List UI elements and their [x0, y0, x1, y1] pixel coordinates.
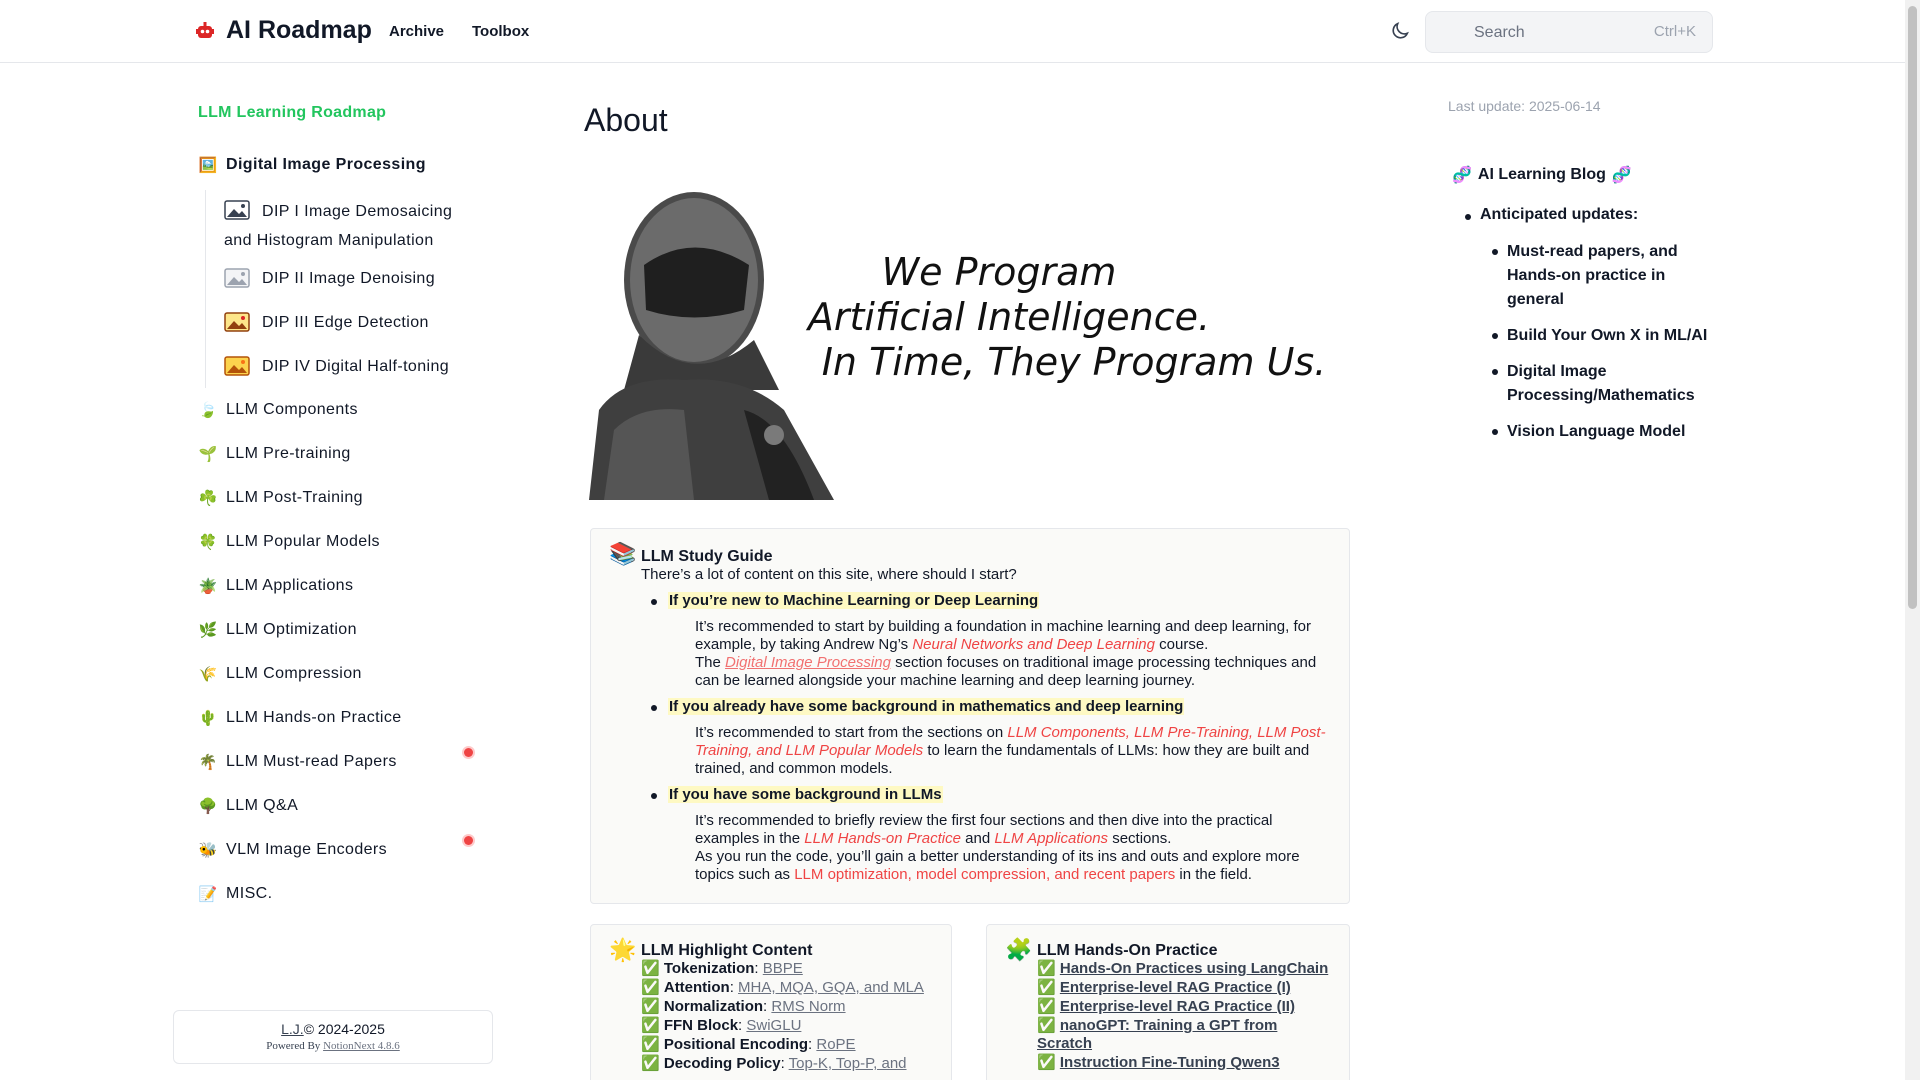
sidebar-item-label: VLM Image Encoders [226, 841, 388, 858]
page-title: About [584, 102, 668, 138]
applications-link[interactable]: LLM Applications [994, 830, 1109, 847]
search-box[interactable] [1425, 11, 1713, 53]
sidebar-subitem-dip-1[interactable] [224, 196, 474, 255]
sidebar-item-llm-optimization[interactable] [198, 621, 357, 639]
sidebar-item-label: Digital Image Processing [226, 156, 426, 173]
shamrock-icon: ☘️ [198, 490, 218, 507]
practice-link[interactable]: Hands-On Practices using LangChain [1059, 960, 1329, 977]
study-guide-title: LLM Study Guide [641, 548, 773, 565]
image-icon [224, 356, 250, 376]
topic-link[interactable]: RMS Norm [771, 998, 846, 1015]
sidebar-item-label: LLM Hands-on Practice [226, 709, 402, 726]
sidebar-item-llm-compression[interactable] [198, 665, 362, 683]
image-icon [224, 200, 250, 220]
star-icon: 🌟 [609, 937, 637, 962]
clover-icon: 🍀 [198, 534, 218, 551]
sidebar-subitem-dip-4[interactable] [224, 352, 449, 381]
sidebar-item-label: LLM Optimization [226, 621, 357, 638]
image-icon [224, 268, 250, 288]
new-badge-dot [464, 748, 473, 757]
sidebar-item-llm-papers[interactable] [198, 753, 397, 771]
check-icon: ✅ [641, 1036, 660, 1053]
handson-callout [986, 924, 1350, 1080]
check-icon: ✅ [1037, 960, 1056, 977]
moon-icon[interactable] [1389, 20, 1411, 42]
topic-link[interactable]: MHA, MQA, GQA, and MLA [738, 979, 924, 996]
search-shortcut: Ctrl+K [1653, 23, 1696, 40]
check-icon: ✅ [641, 960, 660, 977]
toc-subitem[interactable]: Digital Image Processing/Mathematics [1507, 360, 1717, 408]
toc-title[interactable] [1452, 165, 1632, 185]
tree-icon: 🌳 [198, 798, 218, 815]
check-icon: ✅ [641, 979, 660, 996]
sidebar-item-llm-components[interactable] [198, 401, 358, 419]
topics-link[interactable]: LLM optimization, model compression, and recent papers [794, 866, 1176, 883]
study-guide-callout [590, 528, 1350, 904]
sidebar-item-label: LLM Compression [226, 665, 362, 682]
sidebar-item-label: LLM Q&A [226, 797, 299, 814]
puzzle-icon: 🧩 [1005, 937, 1033, 962]
highlight-title: LLM Highlight Content [641, 942, 813, 959]
sidebar-item-llm-pretraining[interactable] [198, 445, 351, 463]
cactus-icon: 🌵 [198, 710, 218, 727]
toc-item[interactable]: Anticipated updates: [1480, 206, 1639, 223]
robot-illustration [589, 192, 834, 500]
sidebar-item-label: DIP I Image Demosaicing and Histogram Manipulation [224, 196, 474, 255]
check-icon: ✅ [1037, 979, 1056, 996]
scrollbar-thumb[interactable] [1908, 6, 1917, 609]
toc-subitem[interactable]: Vision Language Model [1507, 420, 1717, 444]
guide-bullet-2: If you already have some background in mathematics and deep learning [669, 698, 1184, 715]
sidebar-item-llm-handson[interactable] [198, 709, 402, 727]
practice-link[interactable]: nanoGPT: Training a GPT from Scratch [1037, 1017, 1278, 1052]
guide-paragraph: It’s recommended to start from the sections on LLM Components, LLM Pre-Training, LLM Post-Training, and LLM Popular Models to learn the fundamentals of LLMs: how they are built and trained, and common models. [695, 724, 1326, 777]
check-icon: ✅ [641, 1017, 660, 1034]
guide-bullet-1: If you’re new to Machine Learning or Deep Learning [669, 592, 1039, 609]
sidebar-item-llm-qa[interactable] [198, 797, 298, 815]
engine-link[interactable]: NotionNext 4.8.6 [323, 1040, 400, 1052]
sidebar-item-misc[interactable] [198, 885, 272, 903]
guide-paragraph: It’s recommended to start by building a foundation in machine learning and deep learning, for example, by taking Andrew Ng’s Neural Networks and Deep Learning course. The Digital Image Processing section focuses on traditional image processing techniques and can be learned alongside your machine learning and deep learning journey. [695, 618, 1317, 689]
hero-line-1: We Program [881, 250, 1117, 294]
practice-link[interactable]: Enterprise-level RAG Practice (II) [1059, 998, 1295, 1015]
sidebar-item-llm-posttraining[interactable] [198, 489, 363, 507]
leaf-icon: 🍃 [198, 402, 218, 419]
last-update: Last update: 2025-06-14 [1448, 98, 1601, 114]
study-guide-intro: There’s a lot of content on this site, where should I start? [641, 566, 1017, 583]
sidebar-footer [173, 1010, 493, 1064]
topic-link[interactable]: RoPE [816, 1036, 856, 1053]
books-icon: 📚 [609, 541, 637, 566]
check-icon: ✅ [641, 998, 660, 1015]
bee-icon: 🐝 [198, 842, 218, 859]
top-header [0, 0, 1905, 63]
search-input[interactable] [1474, 22, 1644, 44]
practice-link[interactable]: Instruction Fine-Tuning Qwen3 [1059, 1054, 1280, 1071]
sidebar-item-label: LLM Applications [226, 577, 354, 594]
handson-link[interactable]: LLM Hands-on Practice [804, 830, 961, 847]
highlight-callout [590, 924, 952, 1080]
brand-link[interactable] [194, 16, 372, 45]
sidebar-item-label: LLM Components [226, 401, 358, 418]
sidebar-item-label: DIP III Edge Detection [262, 314, 429, 331]
highlight-row: ✅ Positional Encoding: RoPE [641, 1036, 856, 1053]
page-scrollbar[interactable] [1905, 0, 1920, 1080]
sidebar-item-label: LLM Must-read Papers [226, 753, 397, 770]
seedling-icon: 🌱 [198, 446, 218, 463]
check-icon: ✅ [1037, 1054, 1056, 1071]
sidebar-item-label: DIP IV Digital Half-toning [262, 358, 450, 375]
sidebar-item-llm-popular-models[interactable] [198, 533, 380, 551]
powered-by-label: Powered By [266, 1040, 321, 1052]
dip-link[interactable]: Digital Image Processing [725, 654, 891, 671]
sidebar-item-vlm-encoders[interactable] [198, 841, 387, 859]
sidebar-item-label: LLM Popular Models [226, 533, 380, 550]
toc-subitem[interactable]: Must-read papers, and Hands-on practice in general [1507, 240, 1717, 312]
sidebar-item-label: DIP II Image Denoising [262, 270, 436, 287]
picture-icon: 🖼️ [198, 157, 218, 174]
topic-link[interactable]: BBPE [762, 960, 803, 977]
sidebar-subitem-dip-2[interactable] [224, 264, 435, 293]
nav-toolbox[interactable]: Toolbox [472, 23, 530, 40]
nav-archive[interactable]: Archive [389, 23, 445, 40]
toc-title-label: AI Learning Blog [1477, 166, 1606, 183]
sidebar-item-llm-applications[interactable] [198, 577, 353, 595]
sidebar-subitem-dip-3[interactable] [224, 308, 429, 337]
herb-icon: 🌿 [198, 622, 218, 639]
palm-tree-icon: 🌴 [198, 754, 218, 771]
highlight-row: ✅ FFN Block: SwiGLU [641, 1017, 802, 1034]
guide-bullet-3: If you have some background in LLMs [669, 786, 942, 803]
topic-link[interactable]: Top-K, Top-P, and [788, 1055, 907, 1072]
sidebar-item-label: LLM Pre-training [226, 445, 351, 462]
dna-icon: 🧬 [1452, 167, 1472, 184]
sections-link[interactable]: LLM Components, LLM Pre-Training, LLM Post-Training, and LLM Popular Models [695, 724, 1326, 759]
check-icon: ✅ [641, 1055, 660, 1072]
sidebar-item-label: MISC. [226, 885, 273, 902]
new-badge-dot [464, 836, 473, 845]
course-link[interactable]: Neural Networks and Deep Learning [912, 636, 1155, 653]
image-icon [224, 312, 250, 332]
author-link[interactable]: L.J. [281, 1021, 304, 1037]
toc-subitem[interactable]: Build Your Own X in ML/AI [1507, 324, 1717, 348]
highlight-row: ✅ Attention: MHA, MQA, GQA, and MLA [641, 979, 924, 996]
sidebar-heading[interactable]: LLM Learning Roadmap [198, 104, 387, 121]
guide-paragraph: It’s recommended to briefly review the first four sections and then dive into the practical examples in the LLM Hands-on Practice and LLM Applications sections. As you run the code, you’ll gain a better understanding of its ins and outs and explore more topics such as LLM optimization, model compression, and recent papers in the field. [695, 812, 1300, 883]
dna-icon: 🧬 [1611, 167, 1632, 184]
memo-icon: 📝 [198, 886, 218, 903]
robot-icon [194, 20, 216, 42]
potted-plant-icon: 🪴 [198, 578, 218, 595]
sidebar-item-label: LLM Post-Training [226, 489, 363, 506]
check-icon: ✅ [1037, 1017, 1056, 1034]
highlight-row: ✅ Decoding Policy: Top-K, Top-P, and [641, 1055, 907, 1072]
topic-link[interactable]: SwiGLU [746, 1017, 802, 1034]
handson-title: LLM Hands-On Practice [1037, 942, 1218, 959]
check-icon: ✅ [1037, 998, 1056, 1015]
sidebar-section-dip[interactable] [198, 156, 426, 174]
sub-list-rail [205, 190, 206, 388]
hero-line-2: Artificial Intelligence. [807, 295, 1211, 339]
hero-image [584, 160, 1354, 500]
highlight-row: ✅ Normalization: RMS Norm [641, 998, 846, 1015]
copyright-text: © 2024-2025 [303, 1021, 385, 1037]
hero-line-3: In Time, They Program Us. [821, 340, 1327, 384]
rice-icon: 🌾 [198, 666, 218, 683]
practice-link[interactable]: Enterprise-level RAG Practice (I) [1059, 979, 1291, 996]
highlight-row: ✅ Tokenization: BBPE [641, 960, 803, 977]
brand-title: AI Roadmap [226, 16, 372, 44]
